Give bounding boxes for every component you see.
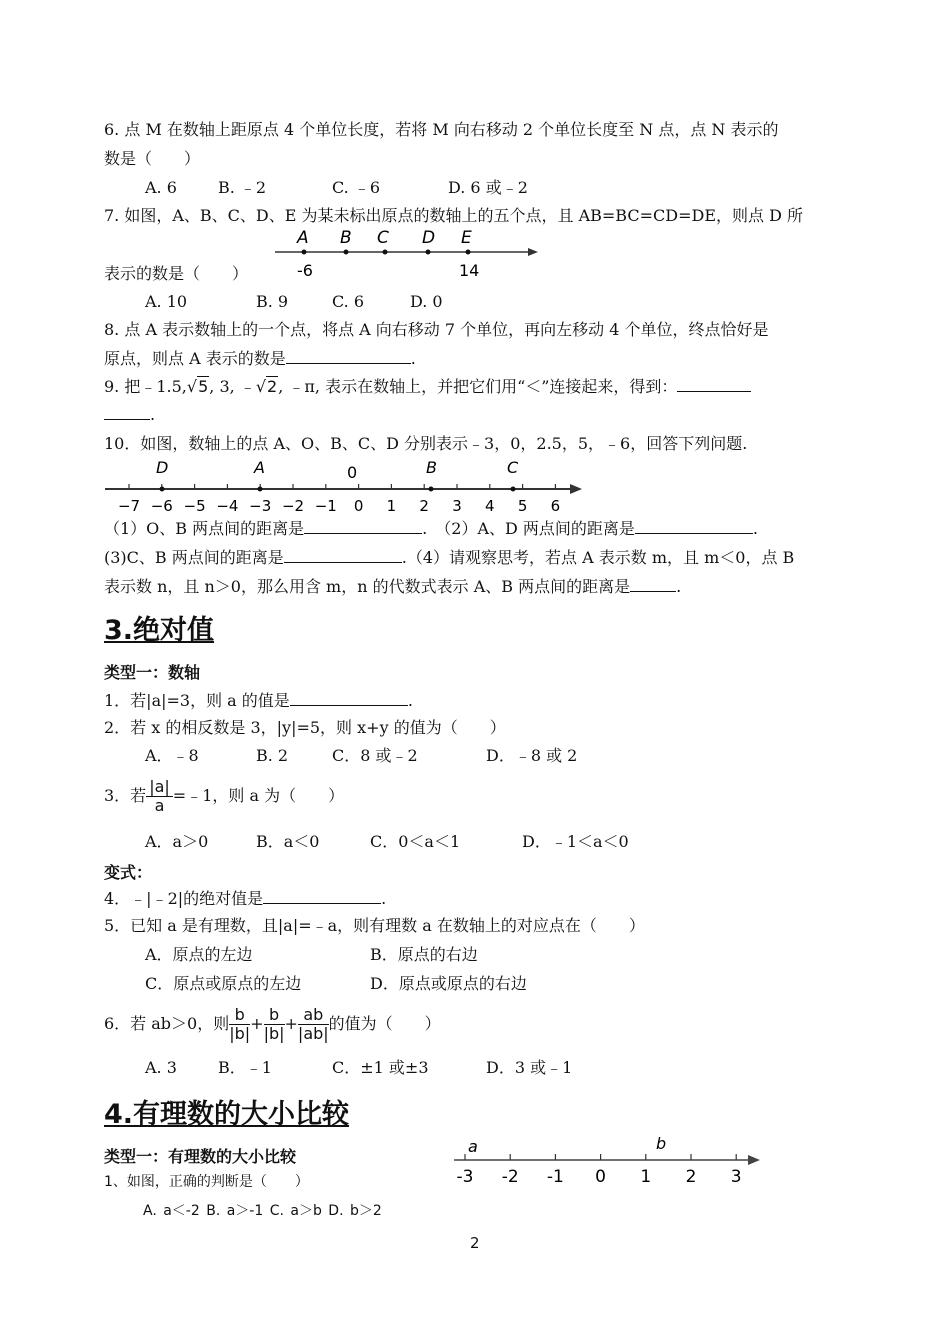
q10-point-c [511, 487, 516, 492]
q7-option-a: A. 10 [145, 292, 188, 311]
s3-q1-blank [290, 690, 408, 706]
q7-label-e: E [461, 228, 472, 248]
q10-point-d [160, 487, 165, 492]
q6-line1: 6. 点 M 在数轴上距原点 4 个单位长度，若将 M 向右移动 2 个单位长度至 N 点，点 N 表示的 [104, 120, 779, 139]
q7-line1: 7. 如图，A、B、C、D、E 为某未标出原点的数轴上的五个点，且 AB=BC=CD=DE，则点 D 所 [104, 206, 803, 225]
q7-point-c [383, 250, 388, 255]
q7-label-a: A [297, 228, 309, 248]
q10-tick-label: 2 [419, 497, 429, 515]
q10-tick-label: 0 [353, 497, 364, 515]
q9-line1: 9. 把﹣1.5,√5, 3, ﹣√2, ﹣π, 表示在数轴上，并把它们用“＜”连接起来，得到： [104, 376, 751, 397]
s3-q6-option-d: D．3 或﹣1 [486, 1058, 573, 1077]
q10-blank-2 [635, 518, 753, 534]
s3-q3-option-c: C．0＜a＜1 [370, 832, 461, 851]
q10-label-d: D [156, 458, 169, 477]
s4-tick-label: 1 [640, 1167, 652, 1187]
q7-line2: 表示的数是（ ） [104, 264, 249, 283]
s3-q6-option-c: C．±1 或±3 [332, 1058, 429, 1077]
s4-number-line [448, 1134, 766, 1188]
s4-tick-label: -3 [456, 1167, 474, 1187]
sqrt-5: √5 [186, 377, 209, 396]
q10-line4: 表示数 n，且 n＞0，那么用含 m，n 的代数式表示 A、B 两点间的距离是 . [104, 577, 682, 596]
q10-blank-3 [284, 547, 402, 563]
s3-q3-fraction: $\frac{|a|}{a}$ [146, 778, 173, 815]
q6-option-c: C. ﹣6 [332, 178, 381, 197]
page-number: 2 [470, 1234, 480, 1252]
q6-option-d: D. 6 或﹣2 [448, 178, 528, 197]
q10-label-b: B [426, 458, 437, 477]
section3-title: 3.绝对值 [104, 615, 215, 646]
q7-option-d: D. 0 [410, 292, 443, 311]
s3-q2-option-b: B. 2 [256, 746, 289, 765]
s4-tick-label: -2 [501, 1167, 519, 1187]
q10-tick-label: 6 [550, 497, 561, 515]
q10-tick-label: −5 [183, 497, 206, 515]
q9-answer-blank-1 [677, 376, 751, 392]
q10-tick-label: 3 [452, 497, 462, 515]
s3-q2: 2．若 x 的相反数是 3，|y|=5，则 x+y 的值为（ ） [104, 718, 506, 737]
s3-q6: 6．若 ab＞0，则 $\frac{b}{|b|}$ + $\frac{b}{|b|}$ + $\frac{ab}{|ab|}$ 的值为（ ） [104, 1005, 441, 1043]
s3-q4: 4．﹣|﹣2|的绝对值是 . [104, 889, 387, 908]
section3-variant: 变式： [104, 863, 153, 882]
s3-q5-option-b: B．原点的右边 [370, 945, 478, 964]
s3-q5: 5．已知 a 是有理数，且|a|=﹣a，则有理数 a 在数轴上的对应点在（ ） [104, 916, 645, 935]
s3-q6-fraction-2: $\frac{b}{|b|}$ [263, 1005, 285, 1043]
s3-q3: 3．若 $\frac{|a|}{a}$ =﹣1，则 a 为（ ） [104, 777, 345, 815]
q9-line2: . [104, 404, 155, 425]
section4-title: 4.有理数的大小比较 [104, 1099, 350, 1130]
s3-q5-option-d: D．原点或原点的右边 [370, 974, 527, 993]
q10-tick-label: 1 [386, 497, 397, 515]
q7-number-line [270, 226, 545, 284]
q10-label-c: C [507, 458, 519, 477]
q10-tick-label: −1 [314, 497, 337, 515]
q7-value-a: -6 [297, 261, 313, 280]
s4-q1-options: A. a＜-2 B. a＞-1 C. a＞b D. b＞2 [143, 1203, 382, 1219]
q10-point-a [258, 487, 263, 492]
s4-label-b: b [656, 1134, 667, 1153]
q6-option-b: B. ﹣2 [218, 178, 267, 197]
q10-tick-label: −3 [249, 497, 272, 515]
s3-q4-blank [263, 888, 381, 904]
q10-tick-label: −2 [281, 497, 305, 515]
q10-blank-1 [304, 518, 422, 534]
s3-q5-option-a: A．原点的左边 [145, 945, 253, 964]
s3-q3-option-a: A．a＞0 [145, 832, 209, 851]
q7-point-d [426, 250, 431, 255]
section4-type1: 类型一：有理数的大小比较 [104, 1147, 297, 1166]
q8-line1: 8. 点 A 表示数轴上的一个点，将点 A 向右移动 7 个单位，再向左移动 4 个单位，终点恰好是 [104, 320, 769, 339]
q10-number-line [100, 456, 590, 518]
q10-parts-3-4: (3)C、B 两点间的距离是 .（4）请观察思考，若点 A 表示数 m，且 m＜0，点 B [104, 548, 795, 567]
q10-tick-label: 5 [517, 497, 528, 515]
q6-option-a: A. 6 [145, 178, 177, 197]
q10-point-b [429, 487, 434, 492]
q7-label-b: B [340, 228, 352, 248]
s3-q3-option-b: B．a＜0 [256, 832, 320, 851]
section3-type1: 类型一：数轴 [104, 663, 201, 682]
s3-q5-option-c: C．原点或原点的左边 [145, 974, 302, 993]
s4-tick-label: 2 [685, 1167, 697, 1187]
q10-parts-1-2: （1）O、B 两点间的距离是 . （2）A、D 两点间的距离是 . [104, 519, 759, 538]
s3-q6-fraction-3: $\frac{ab}{|ab|}$ [297, 1005, 329, 1043]
q10-label-a: A [254, 458, 265, 477]
q7-point-e [466, 250, 471, 255]
q10-line1: 10．如图，数轴上的点 A、O、B、C、D 分别表示﹣3，0，2.5，5，﹣6，回答下列问题. [104, 434, 748, 453]
s3-q1: 1．若|a|=3，则 a 的值是 . [104, 691, 413, 710]
q6-line2: 数是（ ） [104, 149, 201, 168]
q10-label-o: 0 [347, 463, 358, 482]
s3-q2-option-c: C．8 或﹣2 [332, 746, 418, 765]
q7-point-b [344, 250, 349, 255]
sqrt-2: √2 [255, 377, 278, 396]
s3-q6-fraction-1: $\frac{b}{|b|}$ [229, 1005, 251, 1043]
q7-option-c: C. 6 [332, 292, 365, 311]
s4-q1: 1、如图，正确的判断是（ ） [104, 1174, 309, 1190]
q10-tick-label: −4 [216, 497, 239, 515]
s3-q2-option-d: D．﹣8 或 2 [486, 746, 578, 765]
q7-label-c: C [377, 228, 389, 248]
q10-blank-4 [630, 576, 676, 592]
s3-q2-option-a: A．﹣8 [145, 746, 199, 765]
q7-label-d: D [422, 228, 436, 248]
q8-line2: 原点，则点 A 表示的数是 . [104, 349, 416, 368]
q8-answer-blank [286, 348, 411, 364]
s4-tick-label: -1 [546, 1167, 564, 1187]
s4-label-a: a [468, 1137, 478, 1156]
s3-q3-option-d: D．﹣1＜a＜0 [522, 832, 629, 851]
q10-tick-label: −7 [117, 497, 141, 515]
q10-tick-label: −6 [150, 497, 173, 515]
s4-tick-label: 0 [595, 1167, 607, 1187]
q10-tick-label: 4 [485, 497, 495, 515]
s3-q6-option-a: A. 3 [145, 1058, 177, 1077]
q7-point-a [302, 250, 307, 255]
s4-tick-label: 3 [730, 1167, 742, 1187]
s3-q6-option-b: B．﹣1 [218, 1058, 272, 1077]
q9-answer-blank-2 [104, 404, 150, 420]
q7-value-e: 14 [459, 261, 480, 280]
q7-option-b: B. 9 [256, 292, 289, 311]
